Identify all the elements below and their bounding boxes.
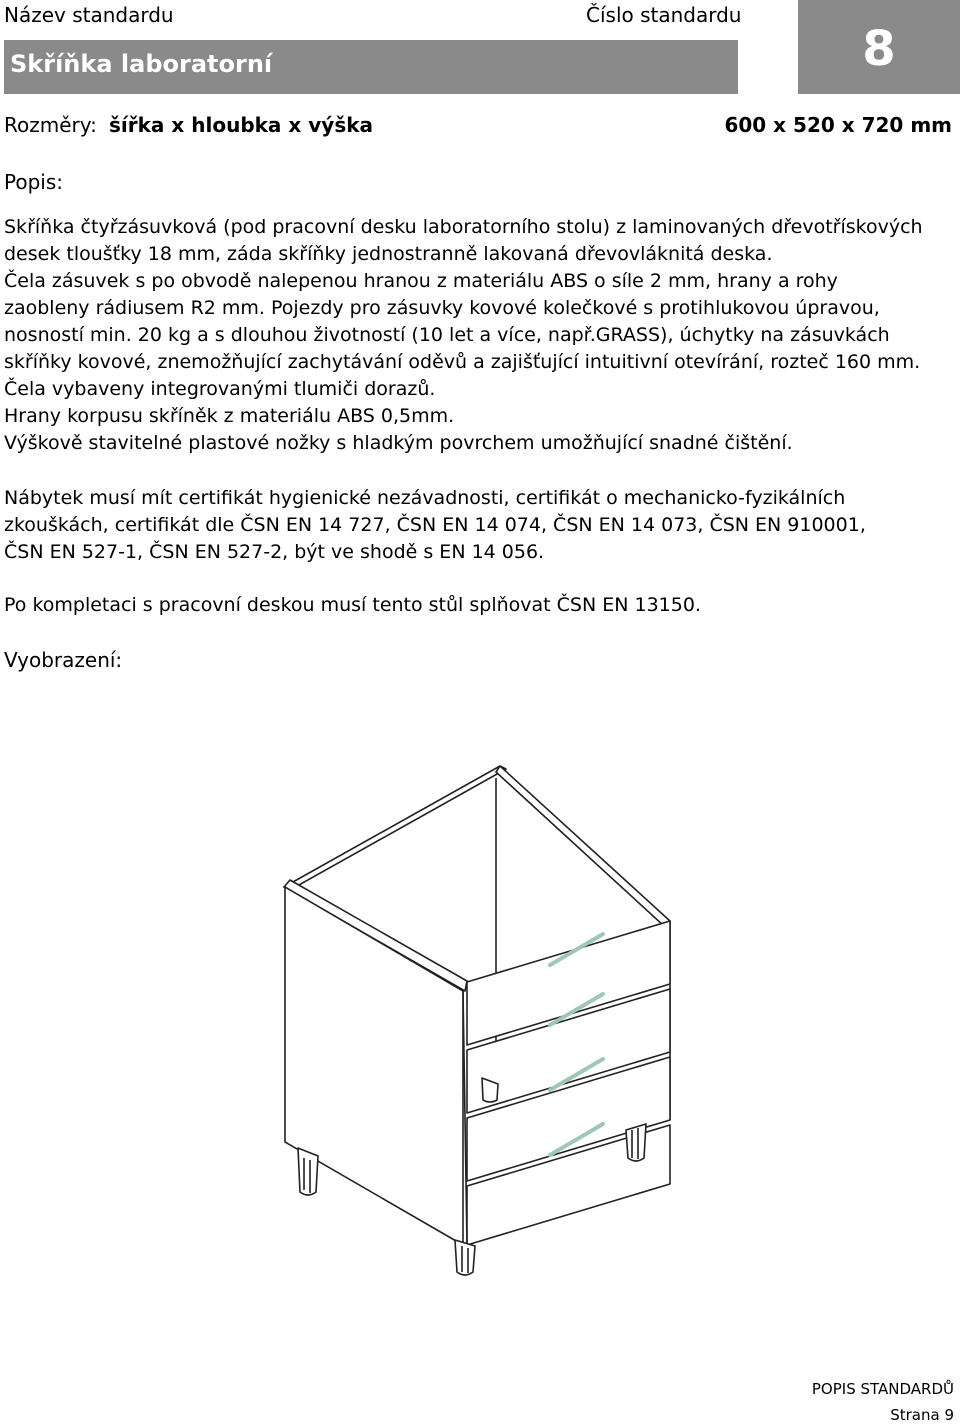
nazev-standardu-label: Název standardu — [4, 3, 174, 27]
leg-front-center — [455, 1240, 475, 1275]
text-line: skříňky kovové, znemožňující zachytávání oděvů a zajišťující intuitivní otevírání, rozteč 160 mm. — [4, 351, 921, 373]
dimensions-axes: šířka x hloubka x výška — [109, 113, 374, 137]
dimensions-label: Rozměry: — [4, 113, 97, 137]
text-line: Hrany korpusu skříněk z materiálu ABS 0,5mm. — [4, 405, 455, 427]
certification-paragraph — [4, 485, 956, 566]
illustration-label: Vyobrazení: — [4, 648, 123, 672]
page-title: Skříňka laboratorní — [10, 50, 273, 78]
text-line: zkouškách, certifikát dle ČSN EN 14 727, ČSN EN 14 074, ČSN EN 14 073, ČSN EN 910001, — [4, 514, 866, 536]
cabinet-drawing — [270, 760, 700, 1280]
text-line: ČSN EN 527-1, ČSN EN 527-2, být ve shodě s EN 14 056. — [4, 541, 545, 563]
leg-front-left — [298, 1148, 318, 1195]
text-line: Skříňka čtyřzásuvková (pod pracovní desku laboratorního stolu) z laminovaných dřevotřískových — [4, 216, 923, 238]
description-label: Popis: — [4, 170, 63, 194]
text-line: Výškově stavitelné plastové nožky s hladkým povrchem umožňující snadné čištění. — [4, 432, 793, 454]
text-line: Nábytek musí mít certifikát hygienické nezávadnosti, certifikát o mechanicko-fyzikálních — [4, 487, 846, 509]
leg-back-right — [626, 1124, 646, 1161]
text-line: Čela zásuvek s po obvodě nalepenou hranou z materiálu ABS o síle 2 mm, hrany a rohy — [4, 270, 838, 292]
compliance-paragraph — [4, 592, 956, 619]
text-line: nosností min. 20 kg a s dlouhou životností (10 let a více, např.GRASS), úchytky na zásuvkách — [4, 324, 890, 346]
cislo-standardu-label: Číslo standardu — [586, 3, 742, 27]
description-paragraph-1 — [4, 214, 956, 457]
text-line: zaobleny rádiusem R2 mm. Pojezdy pro zásuvky kovové kolečkové s protihlukovou úpravou, — [4, 297, 880, 319]
footer-title: POPIS STANDARDŮ — [811, 1380, 954, 1398]
top-right-rail — [496, 766, 670, 926]
text-line: Čela vybaveny integrovanými tlumiči dorazů. — [4, 378, 436, 400]
dimensions-value: 600 x 520 x 720 mm — [724, 113, 952, 137]
standard-number: 8 — [862, 21, 896, 77]
text-line: desek tloušťky 18 mm, záda skříňky jednostranně lakovaná dřevovláknitá deska. — [4, 243, 773, 265]
page-number: Strana 9 — [890, 1406, 954, 1424]
top-back-rail — [284, 766, 506, 890]
text-line: Po kompletaci s pracovní deskou musí tento stůl splňovat ČSN EN 13150. — [4, 594, 701, 616]
